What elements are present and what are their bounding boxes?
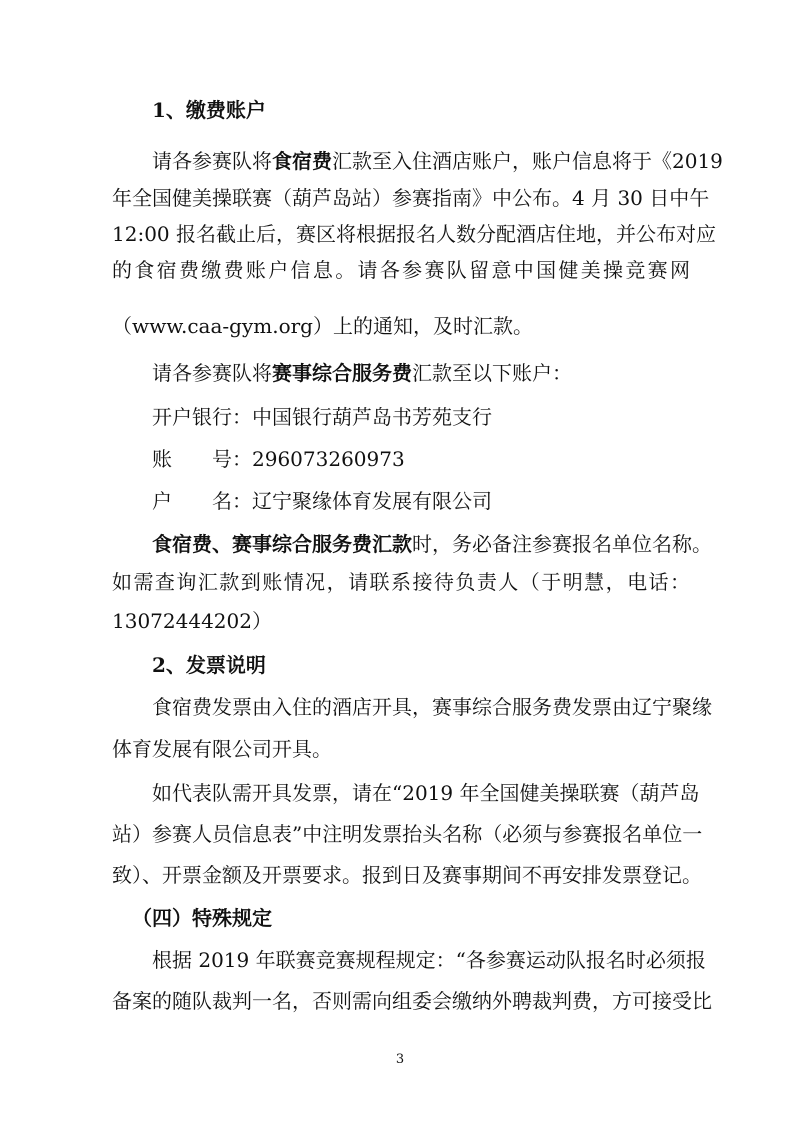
paragraph-line: 12:00 报名截止后，赛区将根据报名人数分配酒店住地，并公布对应 [112, 222, 716, 246]
section-heading-special-rules: （四）特殊规定 [132, 906, 272, 930]
paragraph-line: 致）、开票金额及开票要求。报到日及赛事期间不再安排发票登记。 [112, 863, 702, 887]
emphasis-text: 食宿费、赛事综合服务费汇款 [152, 532, 412, 556]
paragraph-line: 根据 2019 年联赛竞赛规程规定：“各参赛运动队报名时必须报 [152, 948, 706, 972]
paragraph-line: 食宿费、赛事综合服务费汇款时，务必备注参赛报名单位名称。 [152, 532, 712, 556]
paragraph-line: 13072444202） [112, 609, 272, 633]
emphasis-text: 食宿费 [272, 149, 332, 173]
account-holder-line: 户 名：辽宁聚缘体育发展有限公司 [152, 489, 492, 513]
paragraph-line: 的食宿费缴费账户信息。请各参赛队留意中国健美操竞赛网 [112, 258, 690, 282]
page-number: 3 [395, 1052, 405, 1067]
section-heading-payment-account: 1、缴费账户 [152, 98, 266, 122]
paragraph-line: 食宿费发票由入住的酒店开具，赛事综合服务费发票由辽宁聚缘 [152, 695, 712, 719]
paragraph-line: 站）参赛人员信息表”中注明发票抬头名称（必须与参赛报名单位一 [112, 822, 703, 846]
paragraph-line: 请各参赛队将赛事综合服务费汇款至以下账户： [152, 361, 572, 385]
paragraph-line: （www.caa-gym.org）上的通知，及时汇款。 [112, 314, 533, 338]
paragraph-line: 如代表队需开具发票，请在“2019 年全国健美操联赛（葫芦岛 [152, 781, 700, 805]
paragraph-line: 请各参赛队将食宿费汇款至入住酒店账户，账户信息将于《2019 [152, 149, 723, 173]
account-number-line: 账 号：296073260973 [152, 447, 405, 471]
section-heading-invoice: 2、发票说明 [152, 653, 266, 677]
bank-name-line: 开户银行：中国银行葫芦岛书芳苑支行 [152, 405, 492, 429]
paragraph-line: 体育发展有限公司开具。 [112, 737, 332, 761]
paragraph-line: 年全国健美操联赛（葫芦岛站）参赛指南》中公布。4 月 30 日中午 [112, 186, 710, 210]
emphasis-text: 赛事综合服务费 [272, 361, 412, 385]
paragraph-line: 备案的随队裁判一名，否则需向组委会缴纳外聘裁判费，方可接受比 [112, 989, 712, 1013]
paragraph-line: 如需查询汇款到账情况，请联系接待负责人（于明慧，电话： [112, 570, 690, 594]
